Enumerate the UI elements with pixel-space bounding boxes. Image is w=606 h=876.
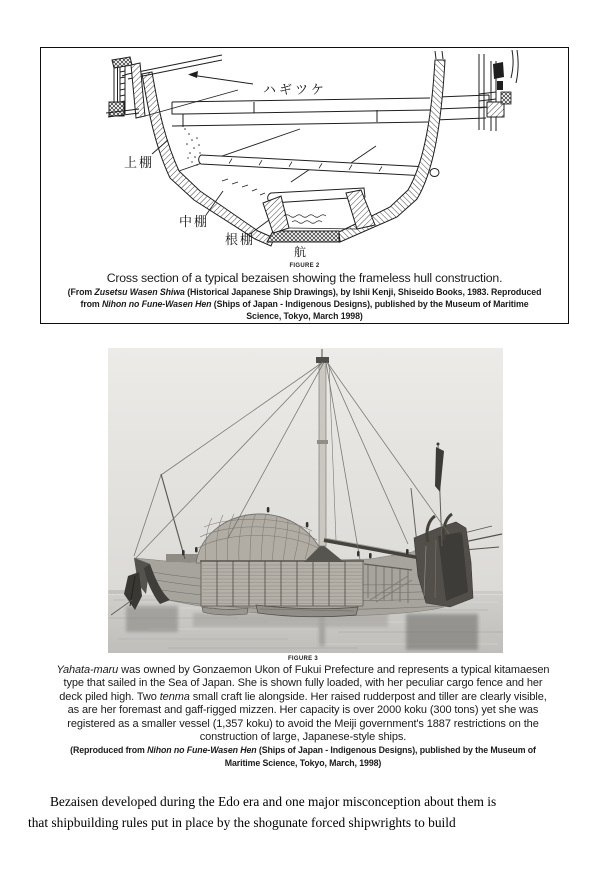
- credit-line: Science, Tokyo, March 1998): [246, 311, 363, 322]
- figure3-caption-block: [33, 655, 573, 769]
- credit-line: Maritime Science, Tokyo, March, 1998): [224, 757, 382, 768]
- body-paragraph: [28, 792, 563, 833]
- deck-beam-lower: [199, 155, 428, 176]
- hull-cross-section-diagram: [42, 50, 567, 262]
- caption-line: registered as a smaller vessel (1,357 koku) to avoid the Meiji government's 1887 restrictions on the: [67, 717, 539, 730]
- beam-end-cap: [430, 169, 439, 177]
- keel-plank: [267, 231, 339, 242]
- left-bulwark: [106, 55, 222, 118]
- figure2-credit: [41, 286, 568, 323]
- figure3-photo: [108, 348, 503, 653]
- credit-line: (From Zusetsu Wasen Shiwa (Historical Japanese Ship Drawings), by Ishii Kenji, Shiseido Books, 1983. Reproduced: [67, 287, 542, 297]
- caption-line: Yahata-maru was owned by Gonzaemon Ukon of Fukui Prefecture and represents a typical kitamaesen: [56, 664, 550, 676]
- caption-line: as are her foremast and gaff-rigged mizzen. Her capacity is over 2000 koku (300 tons) yet she was: [67, 704, 539, 717]
- label-hagitsuke: ハギツケ: [263, 82, 327, 97]
- credit-line: from Nihon no Fune-Wasen Hen (Ships of Japan - Indigenous Designs), published by the Museum of Maritime: [80, 299, 529, 310]
- figure3-label: FIGURE 3: [287, 656, 319, 662]
- caption-line: type that sailed in the Sea of Japan. She is shown fully loaded, with her peculiar cargo fence and her: [63, 677, 543, 690]
- body-line: that shipbuilding rules put in place by the shogunate forced shipwrights to build: [28, 814, 456, 830]
- plank-grain-dashes: [222, 179, 265, 195]
- figure2-label: FIGURE 2: [289, 263, 320, 269]
- label-nakadana: 中棚: [179, 214, 210, 229]
- label-nedana: 根棚: [225, 232, 256, 247]
- label-kawara: 航: [294, 245, 307, 259]
- caption-line: deck piled high. Two tenma small craft lie alongside. Her raised rudderpost and tiller are clearly visible,: [59, 690, 547, 703]
- cargo-fence: [200, 561, 364, 606]
- body-line: Bezaisen developed during the Edo era and one major misconception about them is: [50, 794, 497, 809]
- arrowhead: [188, 71, 198, 78]
- figure2-caption: Cross section of a typical bezaisen showing the frameless hull construction.: [106, 271, 503, 285]
- ship-photo-illustration: [108, 348, 503, 653]
- credit-line: (Reproduced from Nihon no Fune-Wasen Hen (Ships of Japan - Indigenous Designs), published by the Museum of: [70, 745, 536, 756]
- label-uwadana: 上棚: [124, 155, 155, 170]
- caption-line: construction of large, Japanese-style ships.: [199, 731, 407, 744]
- figure2-panel: [40, 47, 569, 324]
